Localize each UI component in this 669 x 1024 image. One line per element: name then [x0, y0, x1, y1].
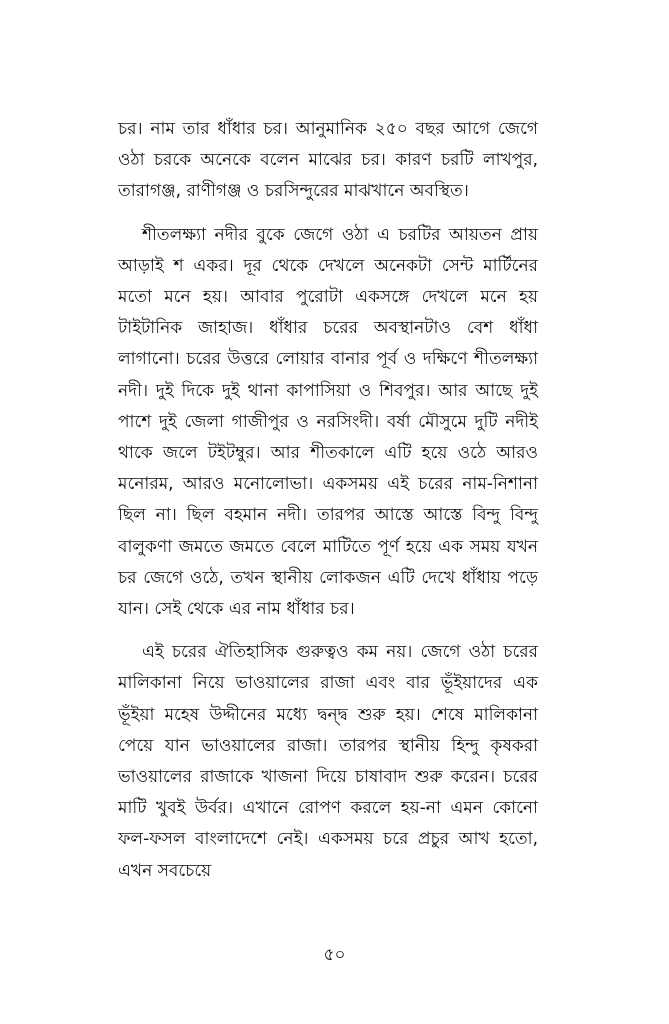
page-number: ৫০ [323, 945, 346, 965]
paragraph-3: এই চরের ঐতিহাসিক গুরুত্বও কম নয়। জেগে ওঠা চরের মালিকানা নিয়ে ভাওয়ালের রাজা এবং বার ভূঁইয়াদের এক ভূঁইয়া মহেষ উদ্দীনের মধ্যে দ্বন্দ্ব শুরু হয়। শেষে মালিকানা পেয়ে যান ভাওয়ালের রাজা। তারপর স্থানীয় হিন্দু কৃষকরা ভাওয়ালের রাজাকে খাজনা দিয়ে চাষাবাদ শুরু করেন। চরের মাটি খুবই উর্বর। এখানে রোপণ করলে হয়-না এমন কোনো ফল-ফসল বাংলাদেশে নেই। একসময় চরে প্রচুর আখ হতো, এখন সবচেয়ে [118, 642, 538, 881]
paragraph-1: চর। নাম তার ধাঁধার চর। আনুমানিক ২৫০ বছর আগে জেগে ওঠা চরকে অনেকে বলেন মাঝের চর। কারণ চরটি লাখপুর, তারাগঞ্জ, রাণীগঞ্জ ও চরসিন্দুরের মাঝখানে অবস্থিত। [118, 119, 538, 202]
paragraph-2: শীতলক্ষ্যা নদীর বুকে জেগে ওঠা এ চরটির আয়তন প্রায় আড়াই শ একর। দূর থেকে দেখলে অনেকটা সেন্ট মার্টিনের মতো মনে হয়। আবার পুরোটা একসঙ্গে দেখলে মনে হয় টাইটানিক জাহাজ। ধাঁধার চরের অবস্থানটাও বেশ ধাঁধা লাগানো। চরের উত্তরে লোয়ার বানার পূর্ব ও দক্ষিণে শীতলক্ষ্যা নদী। দুই দিকে দুই থানা কাপাসিয়া ও শিবপুর। আর আছে দুই পাশে দুই জেলা গাজীপুর ও নরসিংদী। বর্ষা মৌসুমে দুটি নদীই থাকে জলে টইটম্বুর। আর শীতকালে এটি হয়ে ওঠে আরও মনোরম, আরও মনোলোভা। একসময় এই চরের নাম-নিশানা ছিল না। ছিল বহমান নদী। তারপর আস্তে আস্তে বিন্দু বিন্দু বালুকণা জমতে জমতে বেলে মাটিতে পূর্ণ হয়ে এক সময় যখন চর জেগে ওঠে, তখন স্থানীয় লোকজন এটি দেখে ধাঁধায় পড়ে যান। সেই থেকে এর নাম ধাঁধার চর। [118, 224, 538, 620]
body-text [118, 114, 538, 899]
